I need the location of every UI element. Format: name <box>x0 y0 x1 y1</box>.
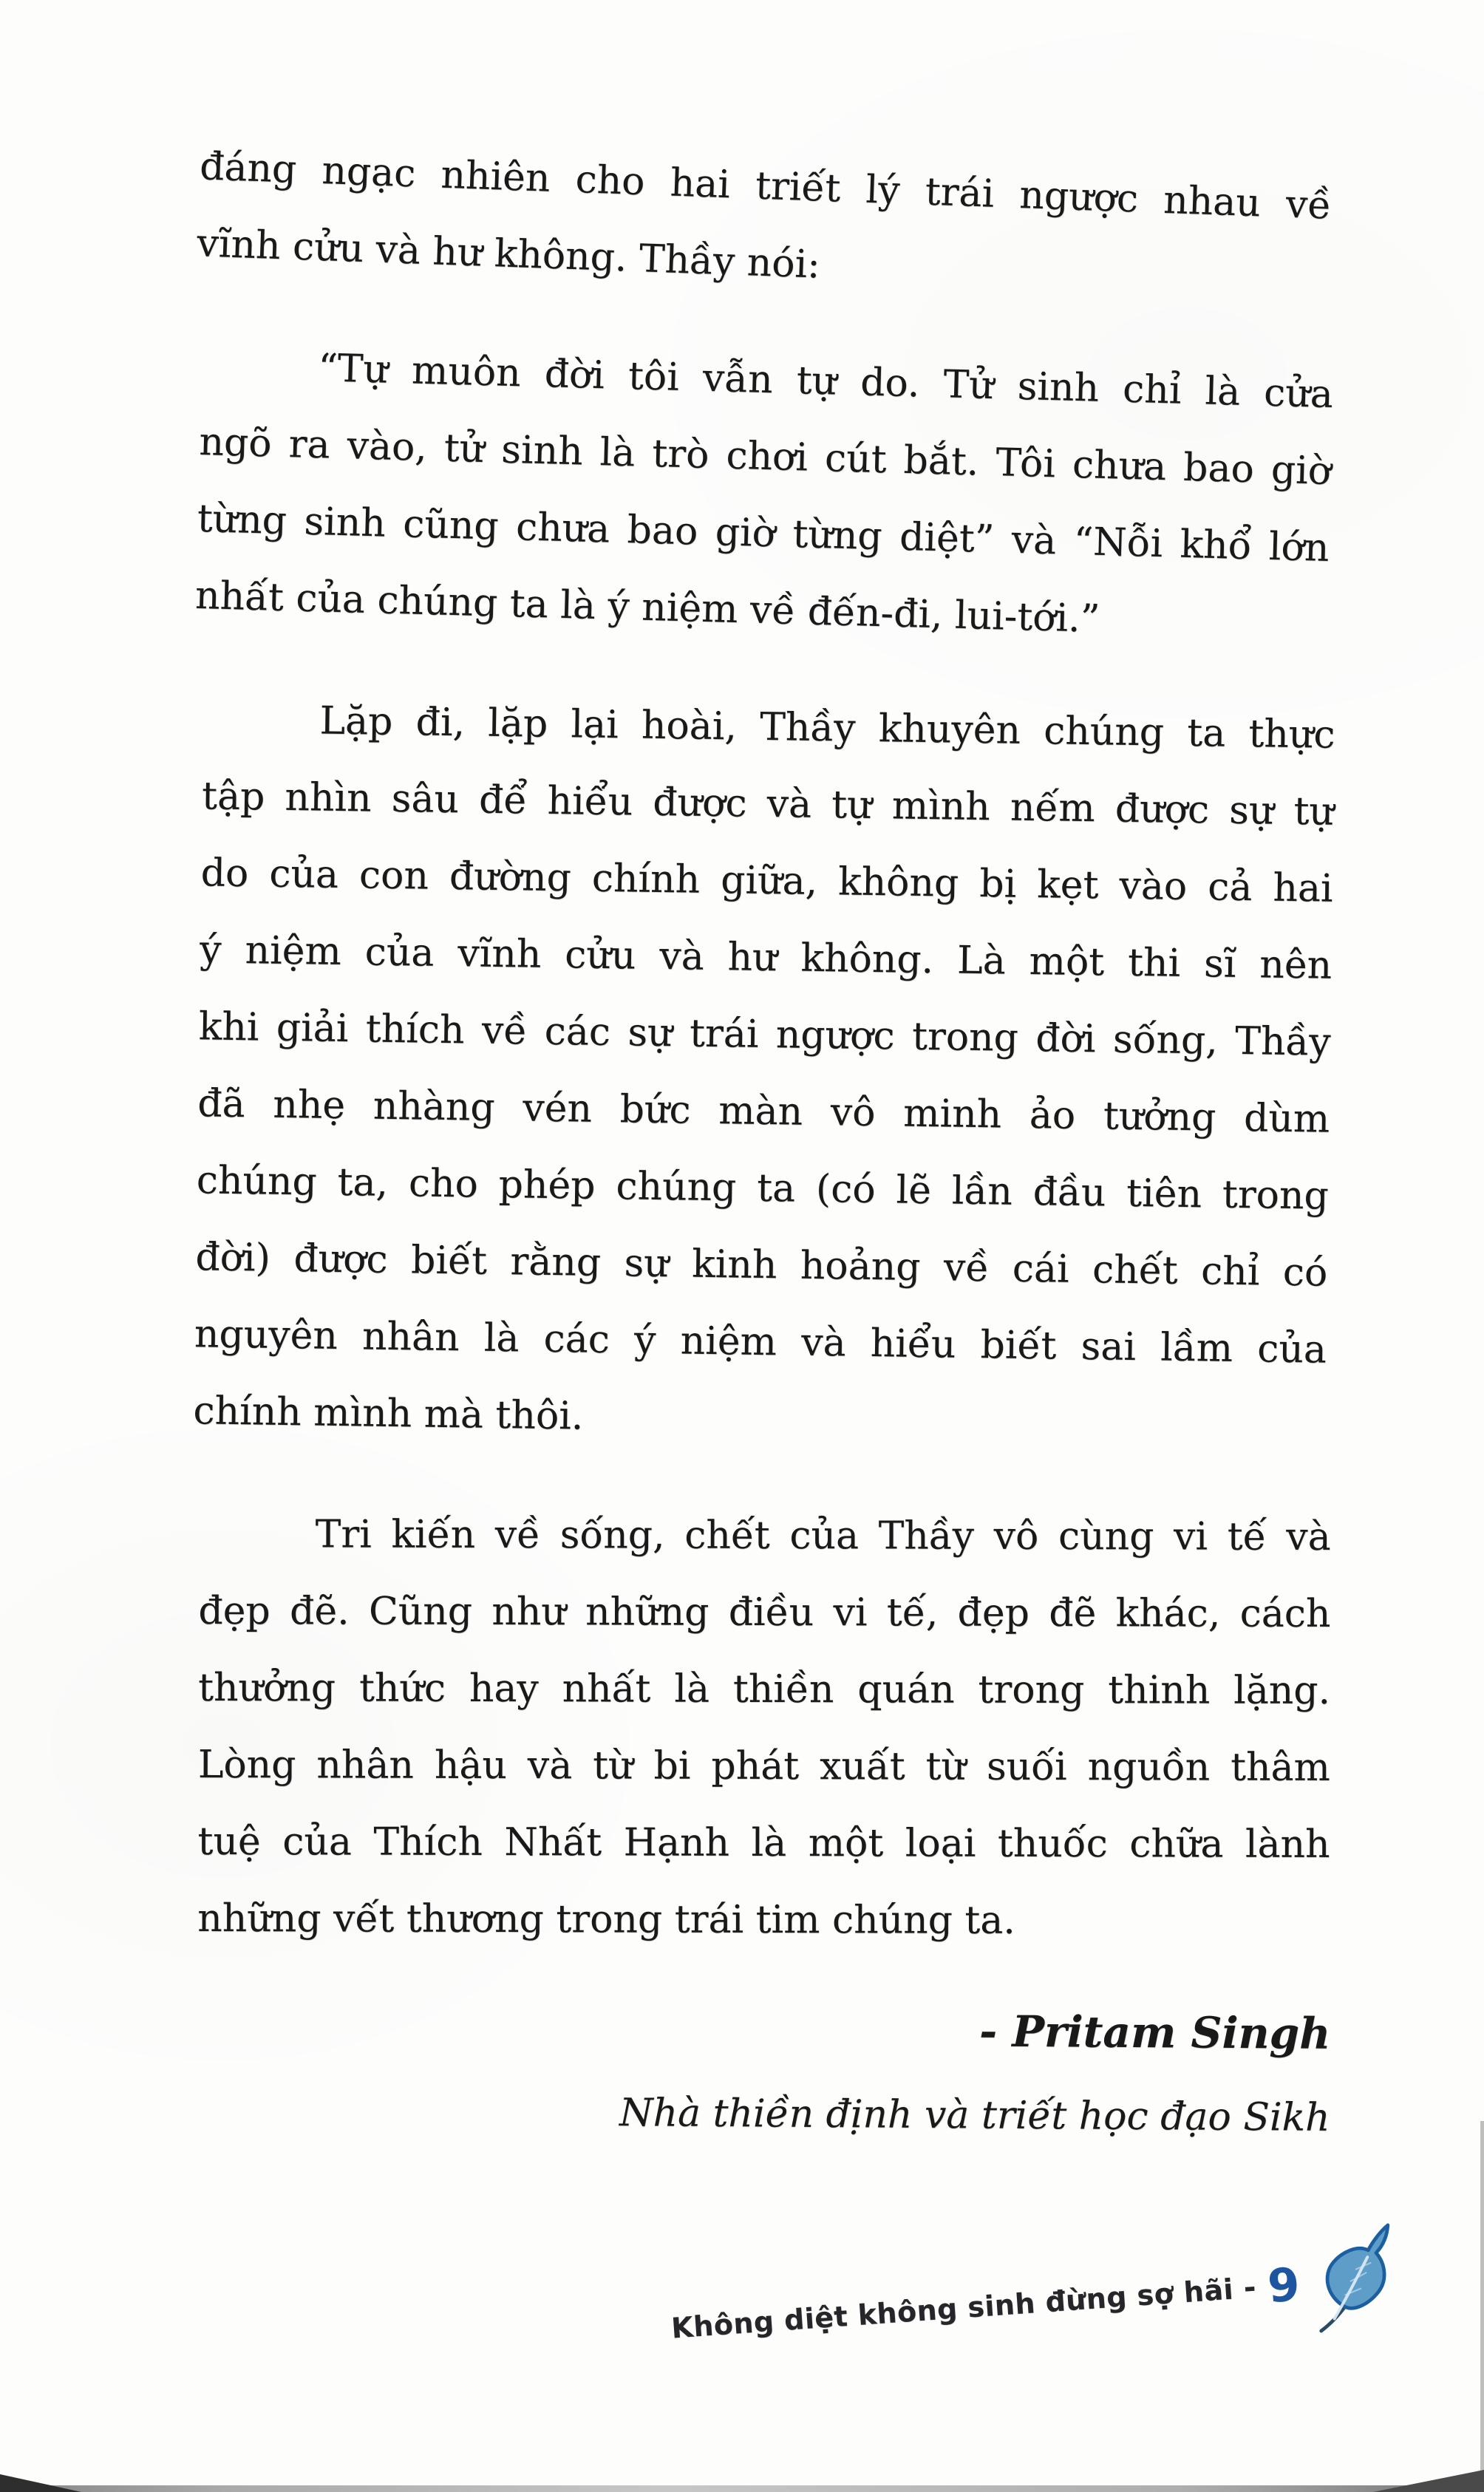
text-line: từng sinh cũng chưa bao giờ từng diệt” và “Nỗi khổ lớn <box>197 496 1330 571</box>
text-line: tập nhìn sâu để hiểu được và tự mình nếm được sự tự <box>201 774 1335 834</box>
paragraph <box>193 681 1335 1465</box>
text-line: đã nhẹ nhàng vén bức màn vô minh ảo tưởng dùm <box>197 1081 1330 1142</box>
text-line: nhất của chúng ta là ý niệm về đến-đi, lui-tới.” <box>194 573 1101 641</box>
bodhi-leaf-icon <box>1308 2222 1409 2338</box>
paragraph <box>194 327 1334 664</box>
text-line: Lặp đi, lặp lại hoài, Thầy khuyên chúng ta thực <box>319 698 1335 758</box>
text-line: ngõ ra vào, tử sinh là trò chơi cút bắt. Tôi chưa bao giờ <box>198 419 1332 494</box>
text-line: Lòng nhân hậu và từ bi phát xuất từ suối nguồn thâm <box>197 1742 1330 1791</box>
attribution-author: - Pritam Singh <box>978 2006 1331 2059</box>
text-line: thưởng thức hay nhất là thiền quán trong thinh lặng. <box>198 1665 1331 1714</box>
page-number: 9 <box>1265 2257 1301 2314</box>
footer-separator: - <box>1242 2270 1257 2306</box>
scan-right-edge <box>1480 2121 1484 2486</box>
text-line: chúng ta, cho phép chúng ta (có lẽ lần đầu tiên trong <box>196 1158 1330 1219</box>
attribution-role: Nhà thiền định và triết học đạo Sikh <box>619 2091 1330 2140</box>
text-block <box>193 144 1335 1958</box>
attribution <box>517 1992 1330 2154</box>
scan-corner-right <box>1373 2470 1484 2492</box>
text-line: những vết thương trong trái tim chúng ta. <box>197 1896 1015 1943</box>
leaf-body-shape <box>1326 2225 1391 2309</box>
text-line: Tri kiến về sống, chết của Thầy vô cùng vi tế và <box>315 1512 1331 1560</box>
text-line: do của con đường chính giữa, không bị kẹt vào cả hai <box>200 851 1333 911</box>
text-line: ý niệm của vĩnh cửu và hư không. Là một thi sĩ nên <box>199 927 1332 988</box>
text-line: đời) được biết rằng sự kinh hoảng về cái chết chỉ có <box>195 1235 1328 1296</box>
text-line: vĩnh cửu và hư không. Thầy nói: <box>196 221 821 287</box>
text-line: “Tự muôn đời tôi vẫn tự do. Tử sinh chỉ là cửa <box>317 346 1334 418</box>
text-line: chính mình mà thôi. <box>193 1389 584 1439</box>
text-line: đáng ngạc nhiên cho hai triết lý trái ngược nhau về <box>199 144 1332 228</box>
scan-bottom-edge <box>0 2485 1484 2492</box>
page-footer <box>667 2221 1411 2384</box>
text-line: đẹp đẽ. Cũng như những điều vi tế, đẹp đẽ khác, cách <box>198 1588 1331 1637</box>
text-line: tuệ của Thích Nhất Hạnh là một loại thuốc chữa lành <box>197 1819 1330 1868</box>
text-line: nguyên nhân là các ý niệm và hiểu biết sai lầm của <box>194 1312 1327 1372</box>
running-title: Không diệt không sinh đừng sợ hãi <box>670 2273 1235 2345</box>
paragraph <box>196 128 1332 321</box>
text-line: khi giải thích về các sự trái ngược trong đời sống, Thầy <box>198 1004 1332 1065</box>
paragraph <box>197 1496 1331 1960</box>
